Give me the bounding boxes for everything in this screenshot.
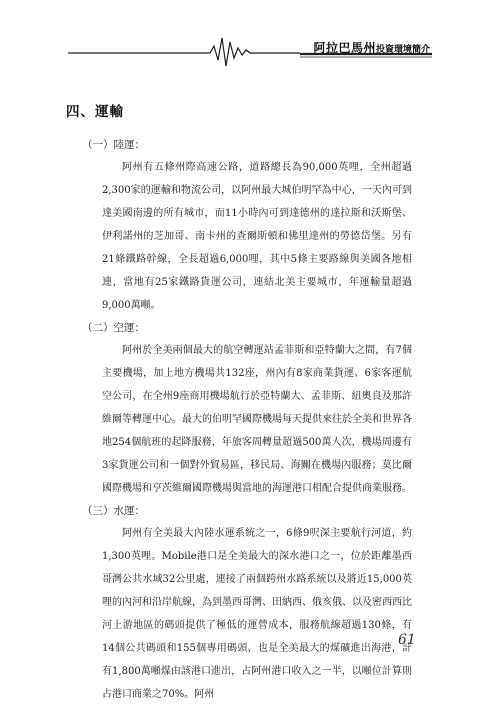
content-body [82, 136, 412, 706]
paragraph-land: 阿州有五條州際高速公路，道路總長為90,000英哩，全州超過2,300家的運輸和物流公司，以阿州最大城伯明罕為中心，一天內可到達美國南邊的所有城市，而11小時內可到達德州的達拉斯和沃斯堡、伊利諾州的芝加哥、南卡州的查爾斯頓和佛里達州的勞德岱堡。另有21條鐵路幹線，全長超過6,000哩，其中5條主要路線與美國各地相連，當地有25家鐵路貨運公司，連結北美主要城市，年運輸量超過9,000萬噸。 [102, 162, 412, 311]
running-title-sub: 投資環境簡介 [375, 45, 430, 55]
subsection-heading-water: （三）水運： [82, 505, 145, 517]
page-header [0, 0, 480, 70]
subsection-heading-land: （一）陸運： [82, 139, 145, 151]
section-heading: 四、運輸 [66, 104, 124, 120]
paragraph-air: 阿州於全美兩個最大的航空轉運站孟菲斯和亞特蘭大之間，有7個主要機場，加上地方機場共132座，州內有8家商業貨運、6家客運航空公司，在全州9座商用機場航行於亞特蘭大、孟菲斯、紐奧良及那許維爾等轉運中心。最大的伯明罕國際機場每天提供來往於全美和世界各地254個航班的起降服務，年旅客周轉量超過500萬人次，機場周邊有3家貨運公司和一個對外貿易區，移民局、海關在機場內服務；莫比爾國際機場和亨茨維爾國際機場與當地的海運港口相配合提供商業服務。 [102, 345, 412, 494]
subsection-heading-air: （二）空運： [82, 322, 145, 334]
heartbeat-line-icon [0, 0, 480, 70]
paragraph-water: 阿州有全美最大內陸水運系統之一，6條9呎深主要航行河道，約1,300英哩。Mobile港口是全美最大的深水港口之一，位於距離墨西哥灣公共水域32公里處，連接了兩個跨州水路系統以及將近15,000英哩的內河和沿岸航線，為到墨西哥灣、田納西、俄亥俄、以及密西西比河上游地區的碼頭提供了極低的運營成本，服務航線超過130條，有14個公共碼頭和155個專用碼頭，也是全美最大的煤礦進出海港，計有1,800萬噸煤由該港口進出，占阿州港口收入之一半，以噸位計算則占港口商業之70%。阿州 [102, 528, 412, 700]
running-title [313, 39, 430, 56]
page-number: 61 [398, 632, 416, 648]
running-title-main: 阿拉巴馬州 [313, 41, 376, 55]
